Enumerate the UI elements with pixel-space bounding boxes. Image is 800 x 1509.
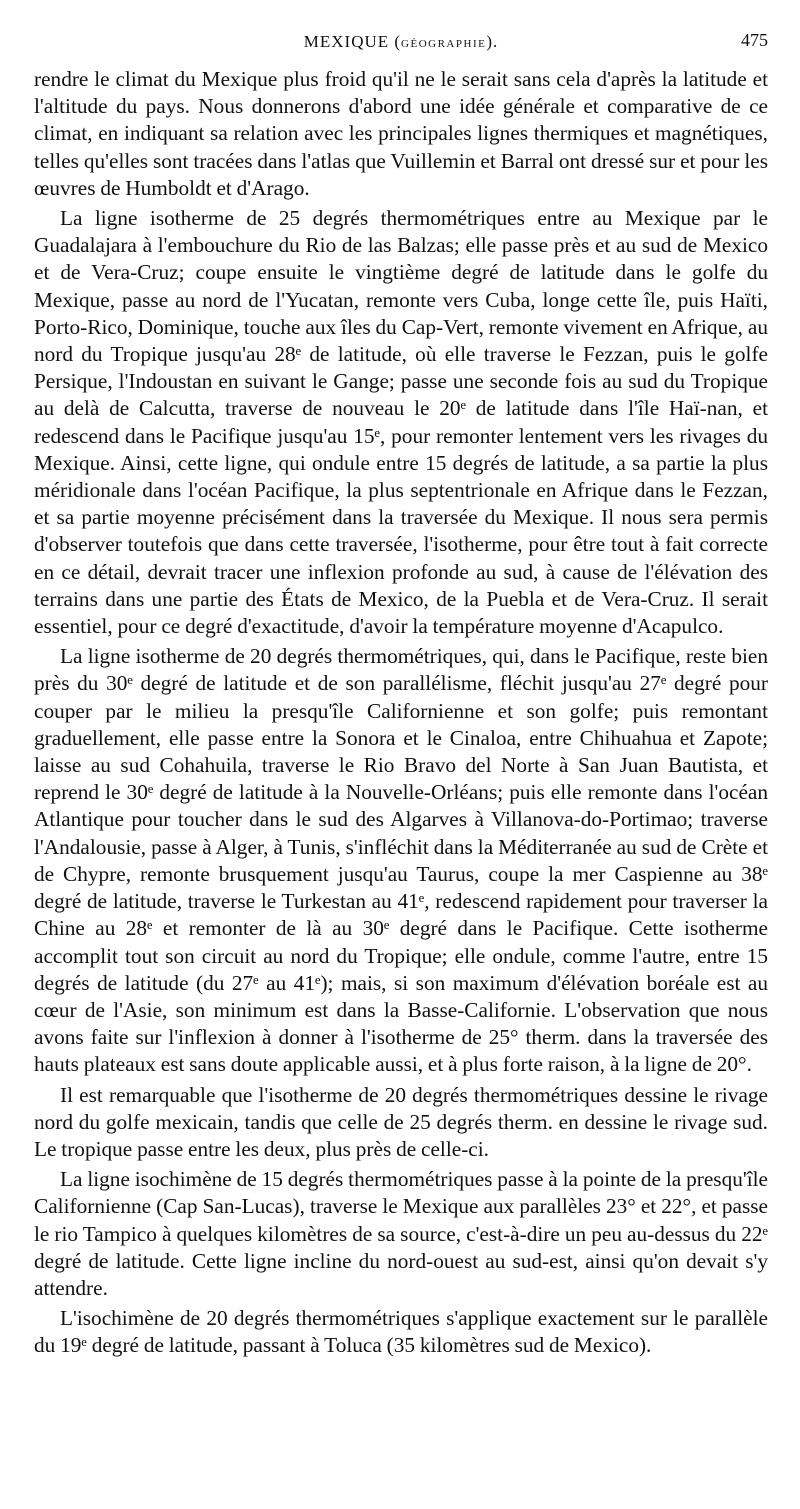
paragraph-1: rendre le climat du Mexique plus froid qu'il ne le serait sans cela d'après la latitude et l'altitude du pays. Nous donnerons d'abord une idée générale et comparative de ce climat, en indiquant sa relation avec les principales lignes thermiques et magnétiques, telles qu'elles sont tracées dans l'atlas que Vuillemin et Barral ont dressé sur et pour les œuvres de Humboldt et d'Arago. (34, 67, 768, 200)
page-number: 475 (741, 30, 768, 50)
header-subtitle: GÉOGRAPHIE (401, 38, 487, 50)
paragraph-4: Il est remarquable que l'isotherme de 20 degrés thermométriques dessine le rivage nord du golfe mexicain, tandis que celle de 25 degrés therm. en dessine le rivage sud. Le tropique passe entre les deux, plus près de celle-ci. (34, 1082, 768, 1161)
running-header (34, 28, 768, 58)
paragraph-3: La ligne isotherme de 20 degrés thermométriques, qui, dans le Pacifique, reste bien près du 30ᵉ degré de latitude et de son parallélisme, fléchit jusqu'au 27ᵉ degré pour couper par le milieu la presqu'île Californienne et son golfe; puis remontant graduellement, elle passe entre la Sonora et le Cinaloa, entre Chihuahua et Zapote; laisse au sud Cohahuila, traverse le Rio Bravo del Norte à San Juan Bautista, et reprend le 30ᵉ degré de latitude à la Nouvelle-Orléans; puis elle remonte dans l'océan Atlantique pour toucher dans le sud des Algarves à Villanova-do-Portimao; traverse l'Andalousie, passe à Alger, à Tunis, s'infléchit dans la Méditerranée au sud de Crète et de Chypre, remonte brusquement jusqu'au Taurus, coupe la mer Caspienne au 38ᵉ degré de latitude, traverse le Turkestan au 41ᵉ, redescend rapidement pour traverser la Chine au 28ᵉ et remonter de là au 30ᵉ degré dans le Pacifique. Cette isotherme accomplit tout son circuit au nord du Tropique; elle ondule, comme l'autre, entre 15 degrés de latitude (du 27ᵉ au 41ᵉ); mais, si son maximum d'élévation boréale est au cœur de l'Asie, son minimum est dans la Basse-Californie. L'observation que nous avons faite sur l'inflexion à donner à l'isotherme de 25° therm. dans la traversée des hauts plateaux est sans doute applicable aussi, et à plus forte raison, à la ligne de 20°. (34, 644, 768, 1077)
header-title-close: ). (486, 32, 499, 51)
paragraph-6: L'isochimène de 20 degrés thermométriques s'applique exactement sur le parallèle du 19ᵉ degré de latitude, passant à Toluca (35 kilomètres sud de Mexico). (34, 1306, 768, 1358)
running-title (34, 32, 768, 52)
book-page (34, 28, 768, 1363)
paragraph-2: La ligne isotherme de 25 degrés thermométriques entre au Mexique par le Guadalajara à l'embouchure du Rio de las Balzas; elle passe près et au sud de Mexico et de Vera-Cruz; coupe ensuite le vingtième degré de latitude dans le golfe du Mexique, passe au nord de l'Yucatan, remonte vers Cuba, longe cette île, puis Haïti, Porto-Rico, Dominique, touche aux îles du Cap-Vert, remonte vivement en Afrique, au nord du Tropique jusqu'au 28ᵉ de latitude, où elle traverse le Fezzan, puis le golfe Persique, l'Indoustan en suivant le Gange; passe une seconde fois au sud du Tropique au delà de Calcutta, traverse de nouveau le 20ᵉ de latitude dans l'île Haï-nan, et redescend dans le Pacifique jusqu'au 15ᵉ, pour remonter lentement vers les rivages du Mexique. Ainsi, cette ligne, qui ondule entre 15 degrés de latitude, a sa partie la plus méridionale dans l'océan Pacifique, la plus septentrionale en Afrique dans le Fezzan, et sa partie moyenne précisément dans la traversée du Mexique. Il nous sera permis d'observer toutefois que dans cette traversée, l'isotherme, pour être tout à fait correcte en ce détail, devrait tracer une inflexion profonde au sud, à cause de l'élévation des terrains dans une partie des États de Mexico, de la Puebla et de Vera-Cruz. Il serait essentiel, pour ce degré d'exactitude, d'avoir la température moyenne d'Acapulco. (34, 206, 768, 639)
body-text (34, 66, 768, 1360)
paragraph-5: La ligne isochimène de 15 degrés thermométriques passe à la pointe de la presqu'île Californienne (Cap San-Lucas), traverse le Mexique aux parallèles 23° et 22°, et passe le rio Tampico à quelques kilomètres de sa source, c'est-à-dire un peu au-dessus du 22ᵉ degré de latitude. Cette ligne incline du nord-ouest au sud-est, ainsi qu'on devait s'y attendre. (34, 1167, 768, 1300)
header-title: MEXIQUE ( (303, 32, 402, 51)
